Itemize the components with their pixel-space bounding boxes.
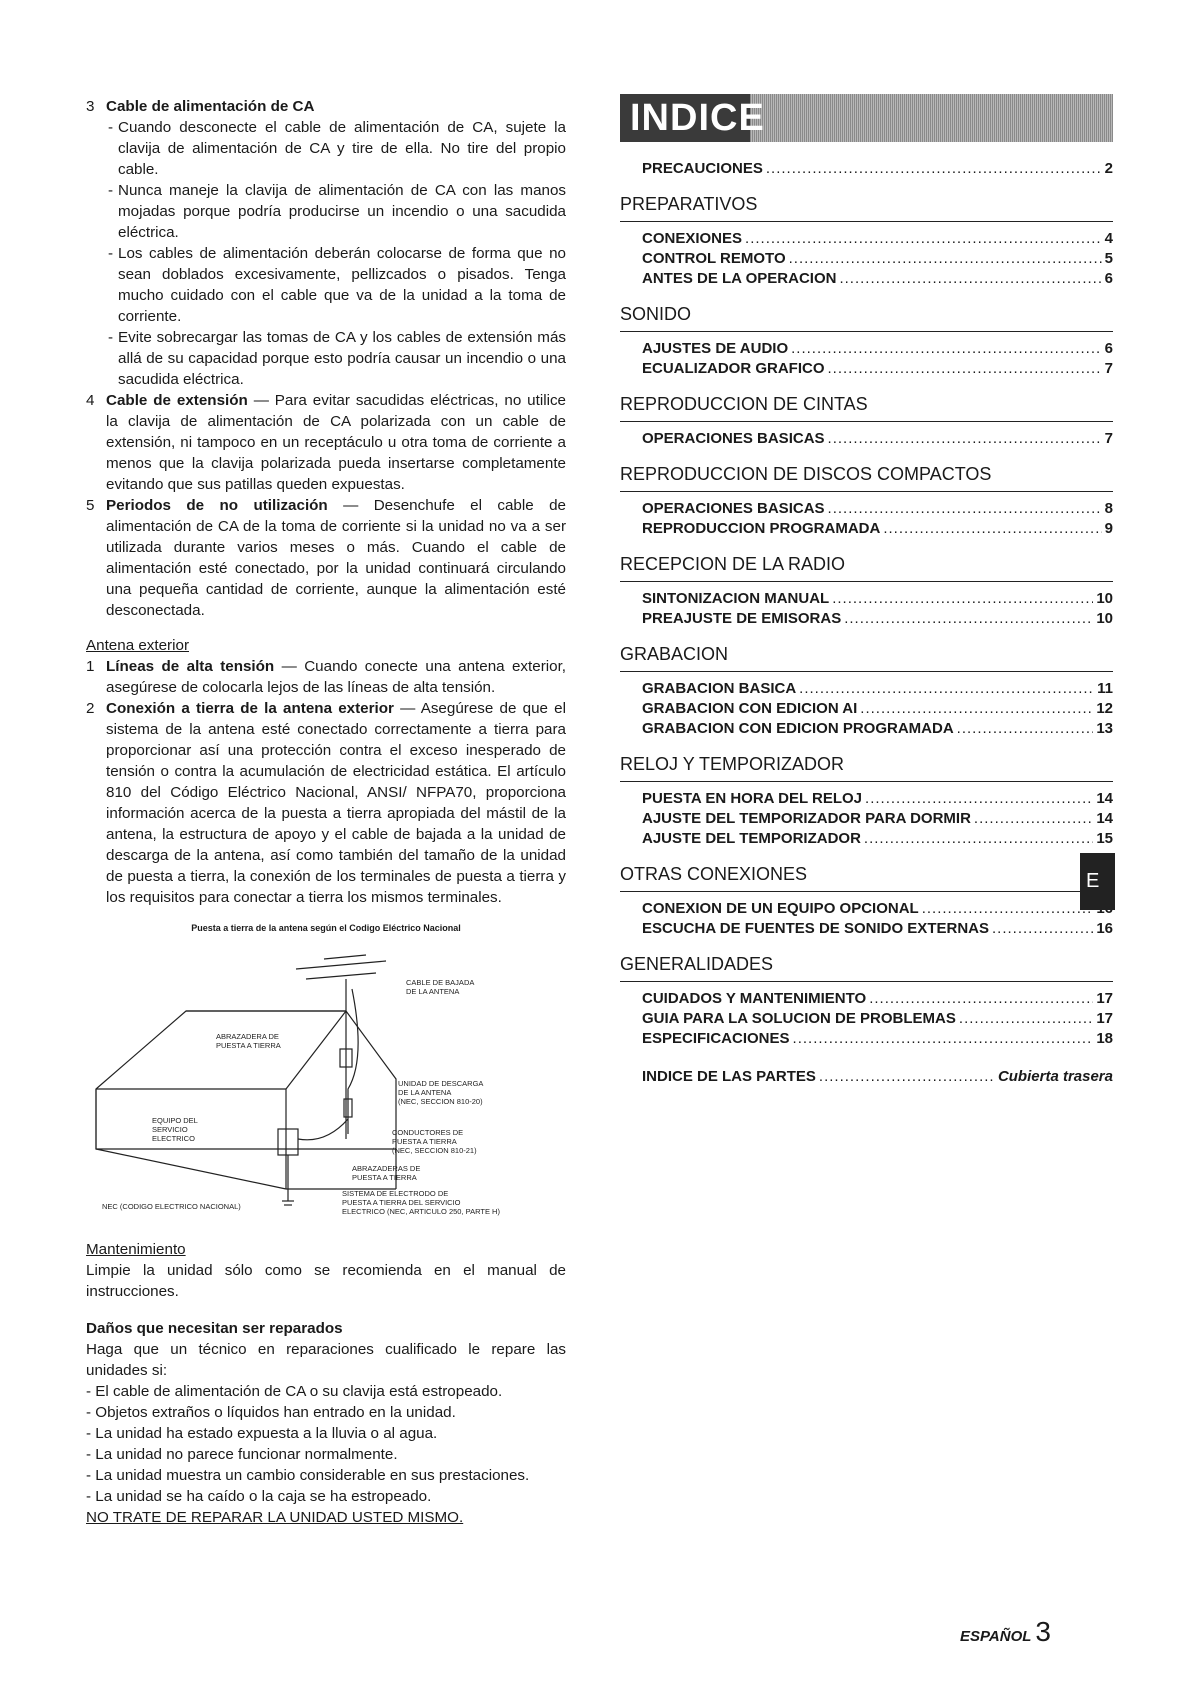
danos-item: - La unidad se ha caído o la caja se ha estropeado. (86, 1488, 432, 1505)
toc-row[interactable]: CONEXIONES ..... 4 (620, 230, 1113, 250)
toc-row[interactable]: GRABACION CON EDICION AI ..... 12 (620, 700, 1113, 720)
toc-row[interactable]: GUIA PARA LA SOLUCION DE PROBLEMAS ..... 17 (620, 1010, 1113, 1030)
svg-text:(NEC, SECCION 810-20): (NEC, SECCION 810-20) (398, 1097, 483, 1106)
toc-section-title: RELOJ Y TEMPORIZADOR (620, 754, 1113, 782)
danos-item: - La unidad muestra un cambio considerable en sus prestaciones. (86, 1467, 530, 1484)
svg-text:ELECTRICO: ELECTRICO (152, 1134, 195, 1143)
toc-row[interactable]: ESPECIFICACIONES ..... 18 (620, 1030, 1113, 1050)
toc-section-title: REPRODUCCION DE CINTAS (620, 394, 1113, 422)
toc-section-title: RECEPCION DE LA RADIO (620, 554, 1113, 582)
svg-text:PUESTA A TIERRA: PUESTA A TIERRA (352, 1173, 417, 1182)
toc-row-partes[interactable]: INDICE DE LAS PARTES ..... Cubierta trasera (620, 1068, 1113, 1088)
toc-row[interactable]: REPRODUCCION PROGRAMADA ..... 9 (620, 520, 1113, 540)
page-number: 3 (1035, 1616, 1051, 1647)
antenna-grounding-illustration (86, 939, 566, 1229)
svg-text:PUESTA A TIERRA DEL SERVICIO: PUESTA A TIERRA DEL SERVICIO (342, 1198, 461, 1207)
label-equipo: EQUIPO DEL (152, 1116, 198, 1125)
label-sistema: SISTEMA DE ELECTRODO DE (342, 1189, 449, 1198)
danos-intro: Haga que un técnico en reparaciones cualificado le repare las unidades si: (86, 1341, 566, 1379)
toc-section-title: PREPARATIVOS (620, 194, 1113, 222)
item-5: 5 Periodos de no utilización — Desenchufe el cable de alimentación de CA de la toma de corriente si la unidad no va a ser utilizada durante varios meses o más. Cuando el cable de alimentación esté conectado, por la unidad continuará circulando una pequeña cantidad de corriente, aunque la alimentación esté desconectada. (86, 497, 566, 619)
toc-section-title: OTRAS CONEXIONES (620, 864, 1113, 892)
label-nec: NEC (CODIGO ELECTRICO NACIONAL) (102, 1202, 241, 1211)
label-abrazaderas: ABRAZADERAS DE (352, 1164, 421, 1173)
toc-sections (620, 194, 1113, 1050)
svg-text:ELECTRICO (NEC, ARTICULO 250,: ELECTRICO (NEC, ARTICULO 250, PARTE H) (342, 1207, 500, 1216)
mantenimiento-text: Limpie la unidad sólo como se recomienda en el manual de instrucciones. (86, 1262, 566, 1300)
label-unidad-descarga: UNIDAD DE DESCARGA (398, 1079, 484, 1088)
index-column (620, 94, 1113, 1088)
item-4: 4 Cable de extensión — Para evitar sacudidas eléctricas, no utilice la clavija de alimentación de CA polarizada con un cable de extensión, ni tampoco en un receptáculo u otra toma de corriente a menos que la clavija polarizada pueda insertarse completamente evitando que sus patillas queden expuestas. (86, 392, 567, 493)
toc-row[interactable]: CONEXION DE UN EQUIPO OPCIONAL ..... (620, 900, 1113, 920)
toc-row[interactable]: ESCUCHA DE FUENTES DE SONIDO EXTERNAS ..... 16 (620, 920, 1113, 940)
index-title: INDICE (620, 94, 750, 142)
item-3: 3 Cable de alimentación de CA (86, 98, 315, 115)
antena-heading: Antena exterior (86, 637, 189, 654)
toc-row[interactable]: OPERACIONES BASICAS ..... 8 (620, 500, 1113, 520)
toc-row[interactable]: AJUSTE DEL TEMPORIZADOR ..... 15 (620, 830, 1113, 850)
toc-section-title: GENERALIDADES (620, 954, 1113, 982)
mantenimiento-heading: Mantenimiento (86, 1241, 186, 1258)
toc-row[interactable]: CONTROL REMOTO ..... 5 (620, 250, 1113, 270)
toc-section-title: GRABACION (620, 644, 1113, 672)
toc-row[interactable]: GRABACION CON EDICION PROGRAMADA ..... 13 (620, 720, 1113, 740)
page-footer (960, 1616, 1051, 1648)
antena-item-1: 1 Líneas de alta tensión — Cuando conecte una antena exterior, asegúrese de colocarla lejos de las líneas de alta tensión. (86, 658, 567, 696)
diagram-title: Puesta a tierra de la antena según el Codigo Eléctrico Nacional (191, 923, 461, 933)
toc (620, 160, 1113, 1088)
toc-section-title: REPRODUCCION DE DISCOS COMPACTOS (620, 464, 1113, 492)
danos-item: - La unidad no parece funcionar normalmente. (86, 1446, 398, 1463)
toc-row[interactable]: AJUSTE DEL TEMPORIZADOR PARA DORMIR ..... 14 (620, 810, 1113, 830)
svg-text:DE LA ANTENA: DE LA ANTENA (406, 987, 460, 996)
svg-text:DE LA ANTENA: DE LA ANTENA (398, 1088, 452, 1097)
danos-item: - El cable de alimentación de CA o su clavija está estropeado. (86, 1383, 503, 1400)
svg-text:PUESTA A TIERRA: PUESTA A TIERRA (392, 1137, 457, 1146)
grounding-diagram (86, 918, 566, 1235)
index-banner (620, 94, 1113, 142)
svg-text:SERVICIO: SERVICIO (152, 1125, 188, 1134)
toc-row[interactable]: AJUSTES DE AUDIO ..... 6 (620, 340, 1113, 360)
item-3-bullet: - Evite sobrecargar las tomas de CA y los cables de extensión más allá de su capacidad porque esto podría causar un incendio o una sacudida eléctrica. (108, 329, 566, 388)
svg-text:PUESTA A TIERRA: PUESTA A TIERRA (216, 1041, 281, 1050)
label-abrazadera: ABRAZADERA DE (216, 1032, 279, 1041)
item-3-title: Cable de alimentación de CA (106, 98, 315, 115)
language-tab: E (1080, 853, 1115, 910)
toc-row-precauciones[interactable]: PRECAUCIONES ..... 2 (620, 160, 1113, 180)
footer-language: ESPAÑOL (960, 1628, 1032, 1645)
safety-column (86, 96, 566, 1528)
label-cable-bajada: CABLE DE BAJADA (406, 978, 475, 987)
toc-row[interactable]: PUESTA EN HORA DEL RELOJ ..... 14 (620, 790, 1113, 810)
toc-row[interactable]: OPERACIONES BASICAS ..... 7 (620, 430, 1113, 450)
toc-row[interactable]: ECUALIZADOR GRAFICO ..... 7 (620, 360, 1113, 380)
toc-row[interactable]: SINTONIZACION MANUAL ..... 10 (620, 590, 1113, 610)
item-3-bullet: - Los cables de alimentación deberán colocarse de forma que no sean doblados excesivamente, pellizcados o pisados. Tenga mucho cuidado con el cable que va de la unidad a la toma de corriente. (108, 245, 566, 325)
toc-row[interactable]: CUIDADOS Y MANTENIMIENTO ..... 17 (620, 990, 1113, 1010)
danos-warning: NO TRATE DE REPARAR LA UNIDAD USTED MISMO. (86, 1509, 464, 1526)
svg-text:(NEC, SECCION 810-21): (NEC, SECCION 810-21) (392, 1146, 477, 1155)
item-3-bullet: - Nunca maneje la clavija de alimentación de CA con las manos mojadas porque podría producirse un incendio o una sacudida eléctrica. (108, 182, 566, 241)
danos-heading: Daños que necesitan ser reparados (86, 1320, 343, 1337)
toc-row[interactable]: GRABACION BASICA ..... 11 (620, 680, 1113, 700)
toc-row[interactable]: ANTES DE LA OPERACION ..... 6 (620, 270, 1113, 290)
toc-row[interactable]: PREAJUSTE DE EMISORAS ..... 10 (620, 610, 1113, 630)
item-3-bullet: - Cuando desconecte el cable de alimentación de CA, sujete la clavija de alimentación de CA y tire de ella. No tire del propio cable. (108, 119, 566, 178)
toc-section-title: SONIDO (620, 304, 1113, 332)
antena-item-2: 2 Conexión a tierra de la antena exterior — Asegúrese de que el sistema de la antena esté conectado correctamente a tierra para proporcionar así una protección contra el exceso inesperado de tensión o contra la acumulación de electricidad estática. El artículo 810 del Código Eléctrico Nacional, ANSI/ NFPA70, proporciona información acerca de la puesta a tierra apropiada del mástil de la antena, la estructura de apoyo y el cable de bajada a la unidad de descarga de la antena, así como también del tamaño de la unidad de puesta a tierra, la conexión de los terminales de puesta a tierra y los requisitos para conectar a tierra los mismos terminales. (86, 700, 566, 906)
danos-item: - Objetos extraños o líquidos han entrado en la unidad. (86, 1404, 456, 1421)
label-conductores: CONDUCTORES DE (392, 1128, 464, 1137)
danos-item: - La unidad ha estado expuesta a la lluvia o al agua. (86, 1425, 438, 1442)
